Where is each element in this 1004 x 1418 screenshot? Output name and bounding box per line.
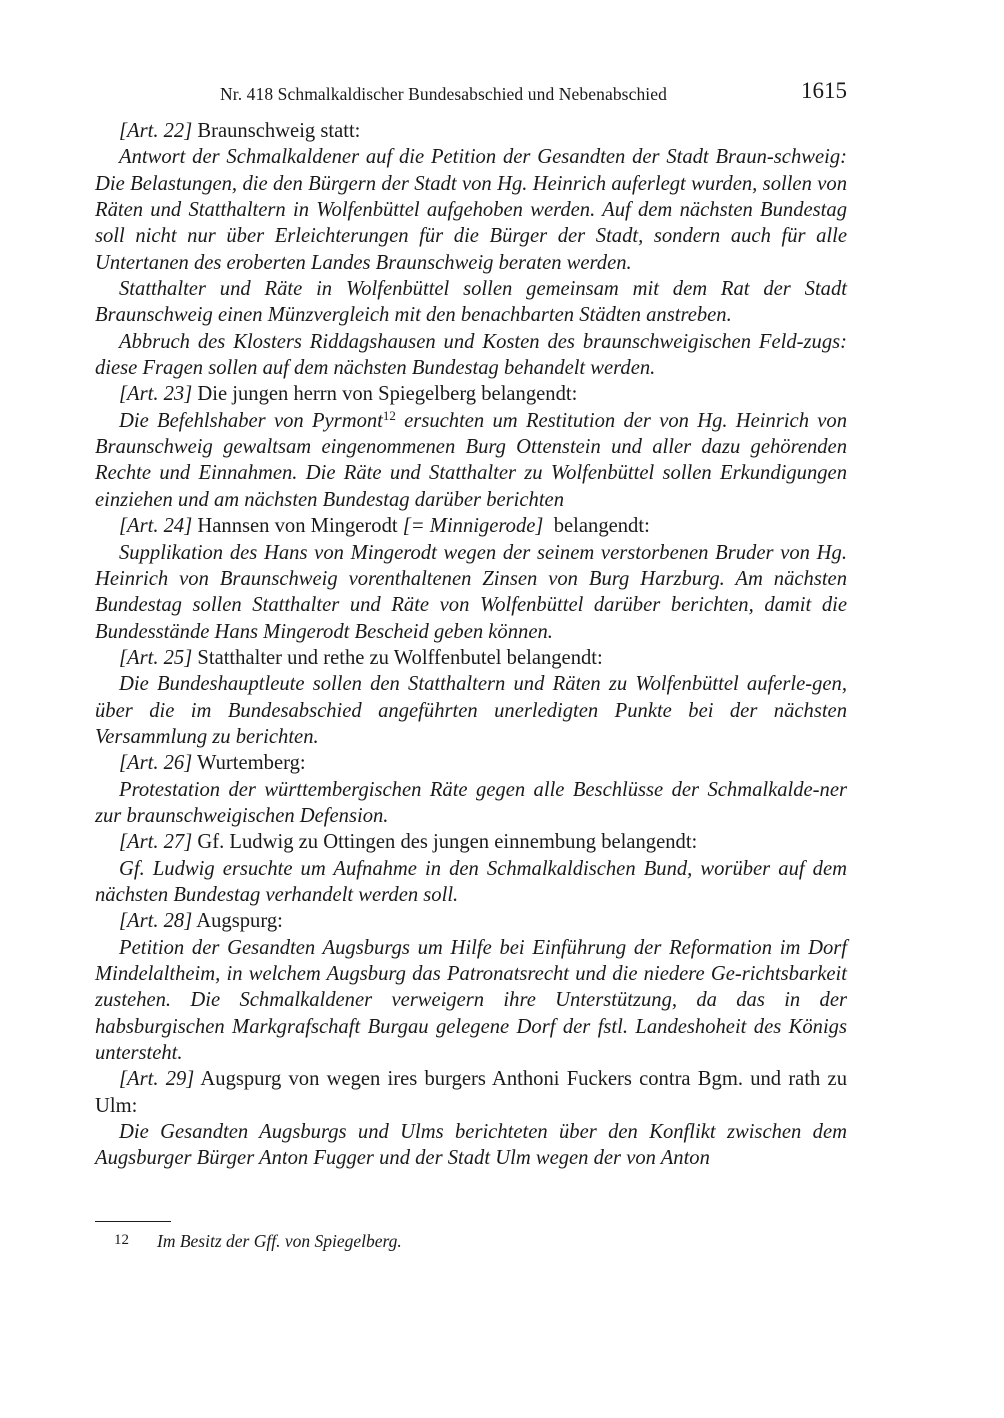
summary-text: Die Befehlshaber von Pyrmont	[119, 409, 383, 432]
running-header	[95, 78, 847, 110]
article-label: [Art. 27]	[119, 831, 193, 854]
article-label: [Art. 22]	[119, 120, 193, 142]
article-title: Braunschweig statt:	[192, 120, 361, 142]
article-heading	[95, 118, 847, 144]
article-heading	[95, 513, 847, 539]
article-label: [Art. 29]	[119, 1068, 195, 1091]
summary-text: ersuchten um Restitution der von Hg. Heinrich von Braunschweig gewaltsam eingenommenen Burg Ottenstein und aller dazu gehörenden Rechte und Einnahmen. Die Räte und Statthalter zu Wolfenbüttel sollen Erkundigungen einziehen und am nächsten Bundestag darüber berichten	[95, 409, 848, 511]
summary-paragraph: Gf. Ludwig ersuchte um Aufnahme in den Schmalkaldischen Bund, worüber auf dem nächsten Bundestag verhandelt werden soll.	[95, 857, 847, 906]
article-title: Statthalter und rethe zu Wolffenbutel belangendt:	[192, 646, 603, 669]
summary-paragraph: Petition der Gesandten Augsburgs um Hilfe bei Einführung der Reformation im Dorf Mindelaltheim, in welchem Augsburg das Patronatsrecht und die niedere Ge-richtsbarkeit zustehen. Die Schmalkaldener verweigern ihre Unterstützung, da das in der habsburgischen Markgrafschaft Burgau gelegene Dorf der fstl. Landeshoheit des Königs untersteht.	[95, 936, 847, 1065]
article-heading	[95, 381, 847, 407]
summary-paragraph: Die Gesandten Augsburgs und Ulms berichteten über den Konflikt zwischen dem Augsburger Bürger Anton Fugger und der Stadt Ulm wegen der von Anton	[95, 1121, 847, 1170]
article-title: Die jungen herrn von Spiegelberg belangendt:	[192, 383, 578, 406]
article-title-end: belangendt:	[543, 515, 650, 538]
editorial-note: [= Minnigerode]	[402, 515, 544, 538]
summary-paragraph: Abbruch des Klosters Riddagshausen und Kosten des braunschweigischen Feld-zugs: diese Fragen sollen auf dem nächsten Bundestag behandelt werden.	[95, 330, 847, 380]
footnote-divider	[95, 1221, 171, 1222]
article-heading	[95, 1066, 847, 1119]
footnote-text: Im Besitz der Gff. von Spiegelberg.	[157, 1231, 402, 1251]
article-heading	[95, 750, 847, 776]
article-heading	[95, 829, 847, 855]
article-label: [Art. 24]	[119, 515, 193, 538]
article-label: [Art. 26]	[119, 752, 193, 775]
summary-paragraph: Statthalter und Räte in Wolfenbüttel sollen gemeinsam mit dem Rat der Stadt Braunschweig einen Münzvergleich mit den benachbarten Städten anstreben.	[95, 278, 847, 327]
summary-paragraph	[95, 408, 847, 513]
article-title: Augspurg:	[192, 910, 283, 933]
footnote-reference: 12	[382, 407, 396, 423]
article-label: [Art. 28]	[119, 910, 193, 933]
running-title: Nr. 418 Schmalkaldischer Bundesabschied und Nebenabschied	[220, 84, 667, 104]
footnote-number: 12	[114, 1232, 129, 1248]
main-text	[95, 118, 847, 1172]
article-title: Augspurg von wegen ires burgers Anthoni Fuckers contra Bgm. und rath zu Ulm:	[95, 1068, 847, 1117]
article-title: Hannsen von Mingerodt	[192, 515, 403, 538]
article-title: Wurtemberg:	[192, 752, 306, 775]
article-title: Gf. Ludwig zu Ottingen des jungen einnembung belangendt:	[192, 831, 698, 854]
summary-paragraph: Die Bundeshauptleute sollen den Statthaltern und Räten zu Wolfenbüttel auferle-gen, über die im Bundesabschied angeführten unerledigten Punkte bei der nächsten Versammlung zu berichten.	[95, 673, 847, 748]
article-label: [Art. 23]	[119, 383, 193, 406]
article-heading	[95, 908, 847, 934]
page-number: 1615	[801, 78, 847, 103]
article-heading	[95, 645, 847, 671]
article-label: [Art. 25]	[119, 646, 193, 669]
summary-paragraph: Supplikation des Hans von Mingerodt wegen der seinem verstorbenen Bruder von Hg. Heinrich von Braunschweig vorenthaltenen Zinsen von Burg Harzburg. Am nächsten Bundestag sollen Statthalter und Räte von Wolfenbüttel darüber berichten, damit die Bundesstände Hans Mingerodt Bescheid geben können.	[95, 541, 847, 643]
summary-paragraph: Antwort der Schmalkaldener auf die Petition der Gesandten der Stadt Braun-schweig: Die Belastungen, die den Bürgern der Stadt von Hg. Heinrich auferlegt wurden, sollen von Räten und Statthaltern in Wolfenbüttel aufgehoben werden. Auf dem nächsten Bundestag soll nicht nur über Erleichterungen für die Bürger der Stadt, sondern auch für alle Untertanen des eroberten Landes Braunschweig beraten werden.	[95, 146, 847, 274]
summary-paragraph: Protestation der württembergischen Räte gegen alle Beschlüsse der Schmalkalde-ner zur braunschweigischen Defension.	[95, 778, 847, 827]
